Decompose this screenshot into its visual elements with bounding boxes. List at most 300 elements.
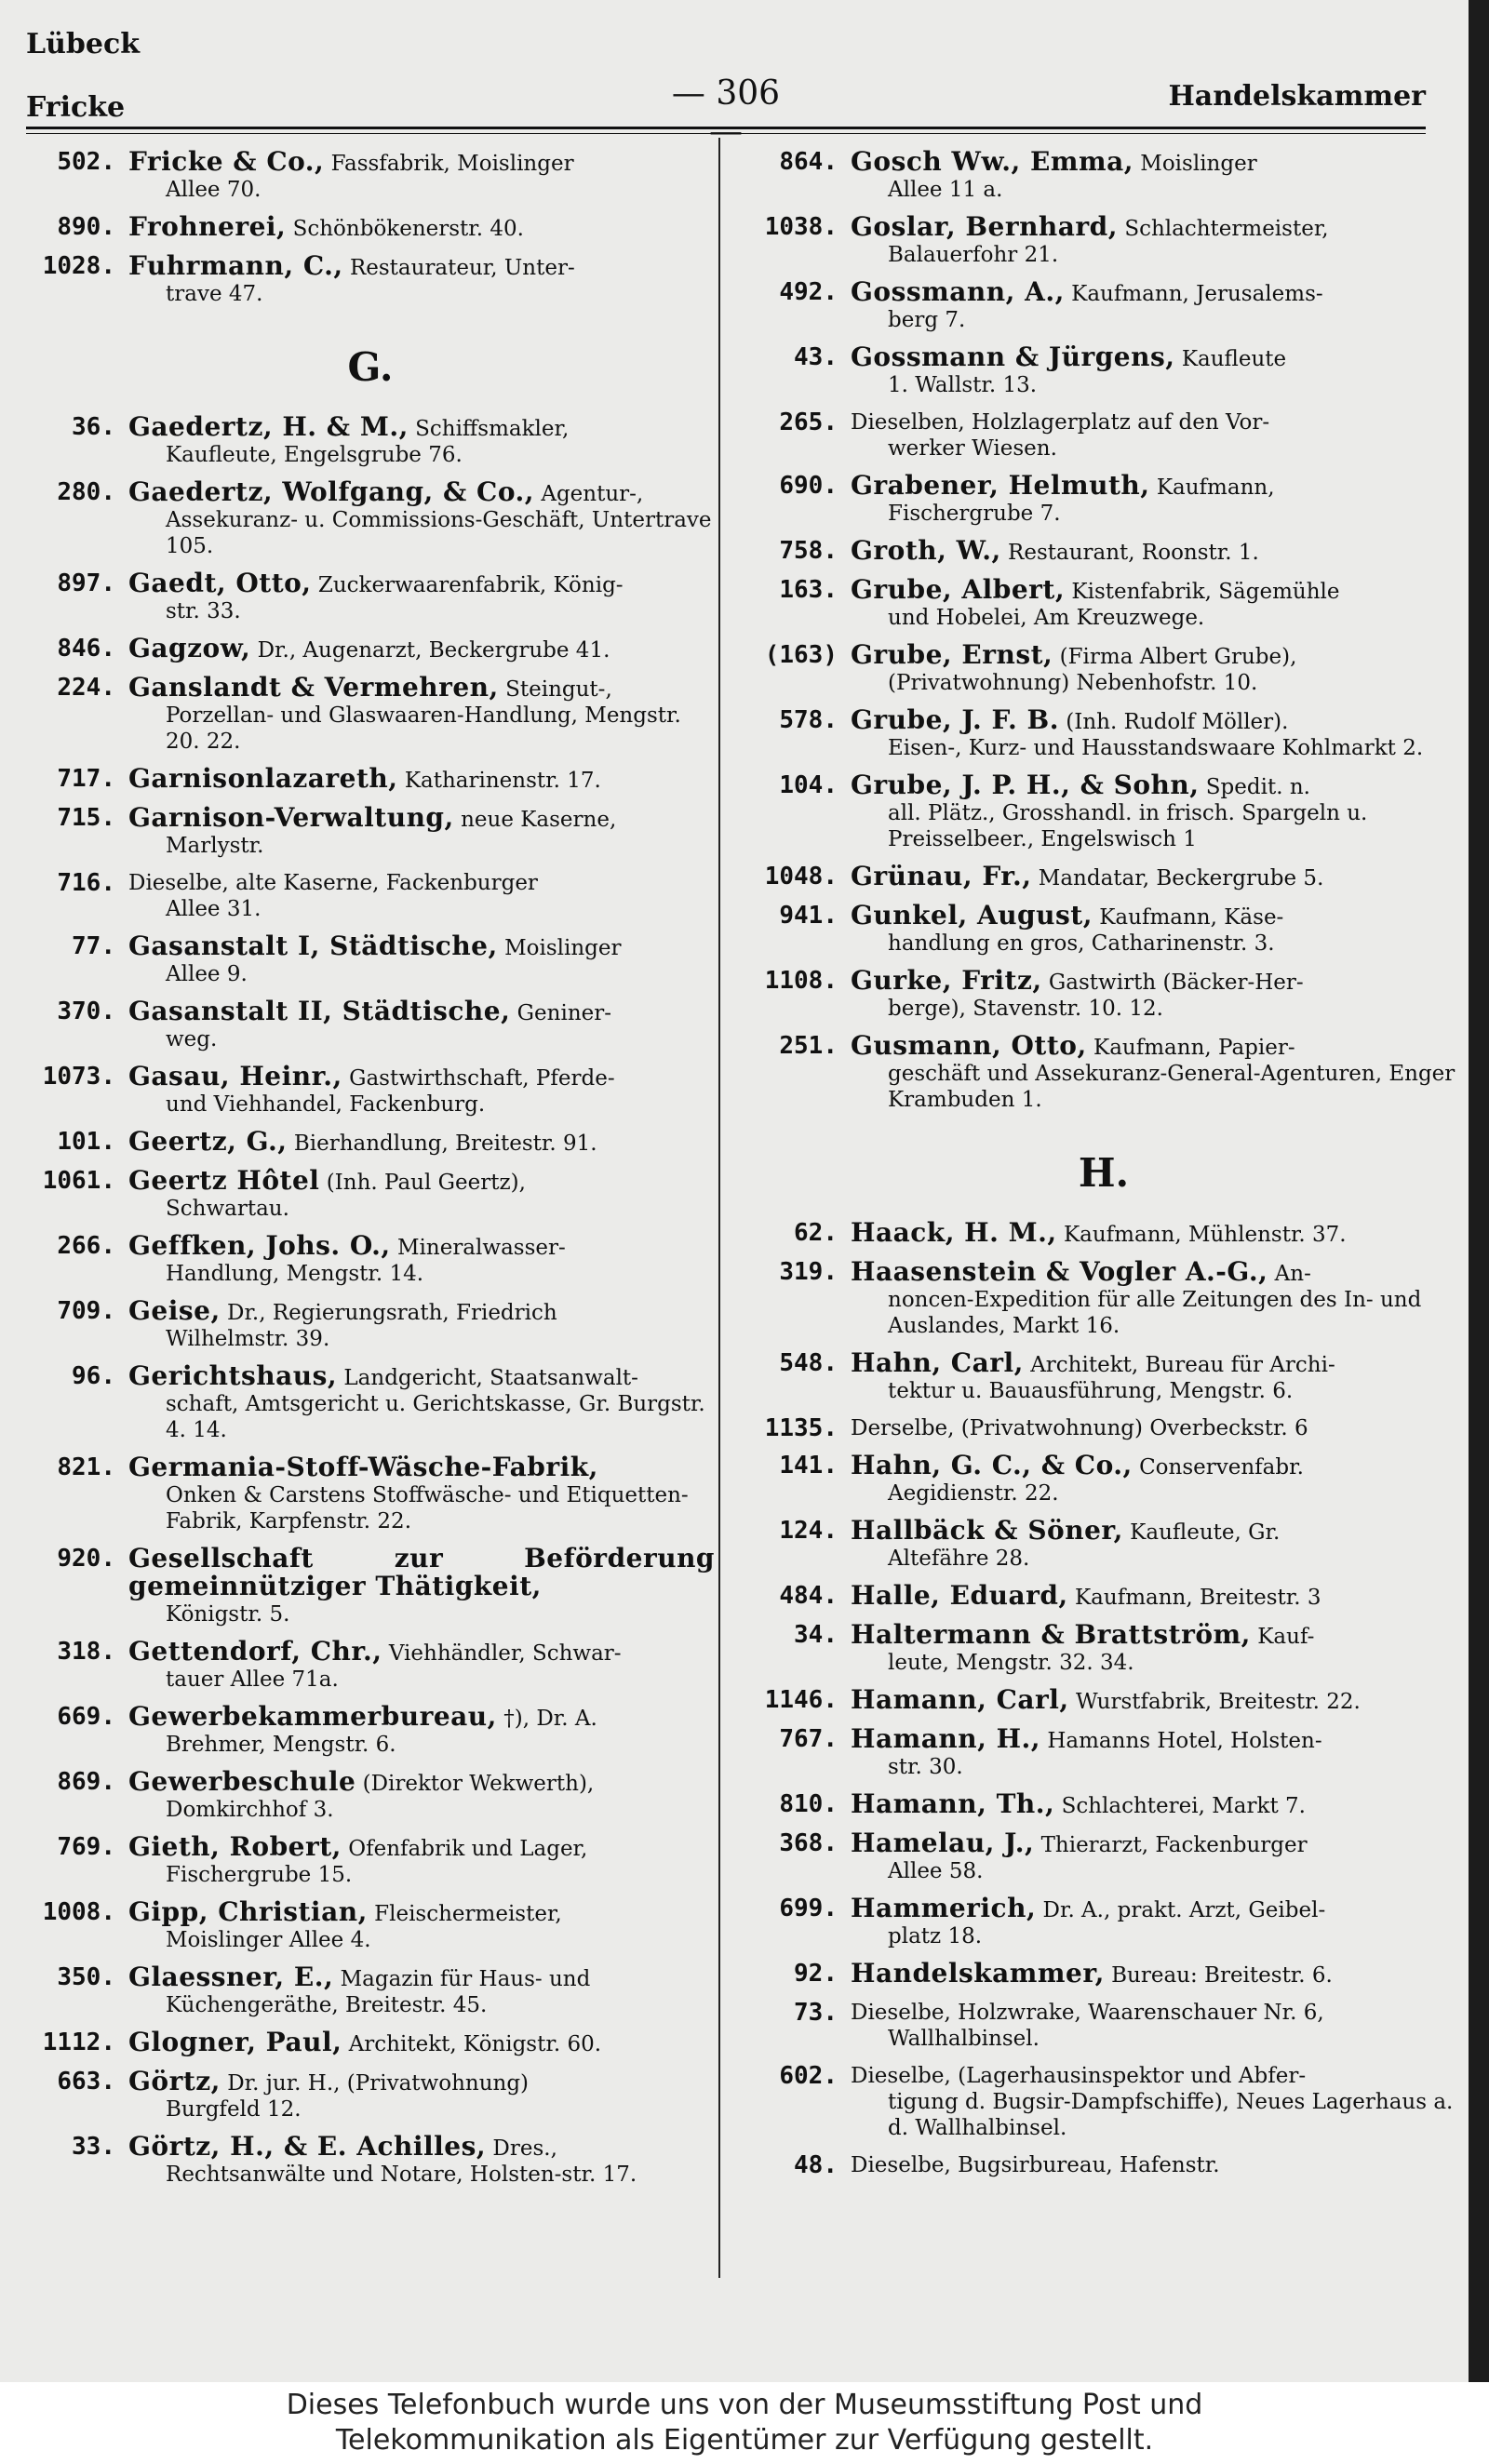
entry-continuation: Domkirchhof 3. <box>166 1798 334 1822</box>
directory-entry <box>744 409 1463 462</box>
directory-entry <box>744 1684 1463 1715</box>
phone-number: 34. <box>794 1621 838 1649</box>
entry-name: Hahn, G. C., & Co., <box>851 1450 1133 1480</box>
phone-number: 709. <box>57 1297 115 1325</box>
phone-number: 96. <box>72 1362 115 1390</box>
entry-detail: Agentur-, <box>541 482 644 506</box>
header-first-entry: Fricke <box>26 91 126 124</box>
entry-continuation: tigung d. Bugsir-Dampfschiffe), Neues Lagerhaus a. d. Wallhalbinsel. <box>888 2090 1454 2140</box>
entry-continuation: Allee 11 a. <box>888 178 1003 202</box>
entry-continuation: Allee 58. <box>888 1859 984 1883</box>
entry-detail: Gastwirth (Bäcker-Her- <box>1048 971 1304 995</box>
directory-entry <box>26 1766 715 1823</box>
phone-number: 484. <box>779 1582 838 1610</box>
entry-text <box>128 1126 715 1157</box>
entry-continuation: platz 18. <box>888 1924 983 1948</box>
phone-number: 101. <box>57 1128 115 1156</box>
entry-name: Gewerbekammerbureau, <box>128 1701 497 1732</box>
entry-text <box>851 861 1463 891</box>
entry-continuation: und Hobelei, Am Kreuzwege. <box>888 606 1205 630</box>
entry-name: Frohnerei, <box>128 211 287 242</box>
phone-number: 36. <box>72 413 115 441</box>
entry-continuation: 1. Wallstr. 13. <box>888 373 1038 397</box>
entry-detail: Bureau: Breitestr. 6. <box>1111 1963 1333 1988</box>
entry-continuation: Wallhalbinsel. <box>888 2027 1040 2051</box>
entry-continuation: str. 33. <box>166 599 241 623</box>
header-rule-thin <box>26 133 1426 134</box>
entry-detail: Dr. jur. H., (Privatwohnung) <box>227 2071 530 2096</box>
entry-continuation: und Viehhandel, Fackenburg. <box>166 1092 486 1117</box>
entry-text <box>851 2000 1463 2052</box>
entry-text <box>851 1415 1463 1441</box>
directory-entry <box>26 1454 715 1534</box>
directory-entry <box>744 1256 1463 1339</box>
entry-detail: Kaufmann, <box>1156 475 1275 500</box>
entry-name: Gieth, Robert, <box>128 1831 342 1862</box>
entry-text <box>128 411 715 468</box>
phone-number: (163) <box>764 641 838 669</box>
entry-detail: Restaurant, Roonstr. 1. <box>1008 541 1259 565</box>
entry-text <box>851 965 1463 1022</box>
phone-number: 663. <box>57 2068 115 2096</box>
phone-number: 1112. <box>42 2029 115 2056</box>
phone-number: 368. <box>779 1829 838 1857</box>
entry-text <box>851 470 1463 527</box>
page-edge-shadow <box>1469 0 1489 2382</box>
entry-text <box>851 341 1463 398</box>
entry-text <box>128 933 715 987</box>
phone-number: 669. <box>57 1703 115 1731</box>
entry-detail: Dieselbe, Holzwrake, Waarenschauer Nr. 6, <box>851 2001 1324 2025</box>
entry-text <box>851 409 1463 462</box>
entry-detail: Mineralwasser- <box>396 1236 566 1260</box>
entry-continuation: werker Wiesen. <box>888 436 1057 461</box>
directory-entry <box>26 1831 715 1888</box>
phone-number: 821. <box>57 1453 115 1481</box>
directory-entry <box>26 1360 715 1443</box>
entry-text <box>128 1701 715 1758</box>
phone-number: 1108. <box>764 967 838 995</box>
directory-entry <box>744 211 1463 268</box>
directory-entry <box>26 802 715 859</box>
entry-text <box>128 1964 715 2018</box>
entry-detail: Restaurateur, Unter- <box>349 256 575 280</box>
phone-number: 62. <box>794 1219 838 1247</box>
phone-number: 864. <box>779 148 838 176</box>
entry-name: Glaessner, E., <box>128 1962 334 1992</box>
entry-detail: Mandatar, Beckergrube 5. <box>1038 866 1324 891</box>
directory-entry <box>744 2000 1463 2052</box>
entry-continuation: Kaufleute, Engelsgrube 76. <box>166 443 463 467</box>
directory-entry <box>26 763 715 794</box>
phone-number: 318. <box>57 1638 115 1666</box>
entry-name: Germania-Stoff-Wäsche-Fabrik, <box>128 1452 598 1482</box>
entry-name: Grube, Ernst, <box>851 639 1053 670</box>
entry-continuation: Schwartau. <box>166 1197 289 1221</box>
entry-name: Gunkel, August, <box>851 900 1093 931</box>
entry-text <box>851 772 1463 852</box>
directory-entry <box>26 570 715 624</box>
entry-text <box>128 633 715 663</box>
entry-continuation: Handlung, Mengstr. 14. <box>166 1262 424 1286</box>
phone-number: 602. <box>779 2062 838 2090</box>
phone-number: 1073. <box>42 1063 115 1091</box>
entry-text <box>128 1360 715 1443</box>
directory-entry <box>26 870 715 922</box>
entry-text <box>851 900 1463 957</box>
entry-detail: Dieselbe, Bugsirbureau, Hafenstr. <box>851 2153 1220 2177</box>
entry-continuation: Fischergrube 15. <box>166 1863 353 1887</box>
entry-name: Gipp, Christian, <box>128 1896 368 1927</box>
entry-detail: Wurstfabrik, Breitestr. 22. <box>1075 1690 1361 1714</box>
entry-text <box>851 1450 1463 1507</box>
entry-detail: Hamanns Hotel, Holsten- <box>1047 1729 1322 1753</box>
phone-number: 92. <box>794 1960 838 1988</box>
phone-number: 265. <box>779 408 838 436</box>
entry-name: Geertz Hôtel <box>128 1165 320 1196</box>
entry-detail: Kaufmann, Jerusalems- <box>1071 282 1323 306</box>
directory-entry <box>744 276 1463 333</box>
phone-number: 717. <box>57 765 115 793</box>
directory-entry <box>26 1061 715 1118</box>
entry-continuation: berg 7. <box>888 308 966 332</box>
phone-number: 370. <box>57 998 115 1025</box>
phone-number: 869. <box>57 1768 115 1796</box>
entry-detail: Fleischermeister, <box>374 1902 562 1926</box>
entry-text <box>128 1896 715 1953</box>
entry-detail: Kaufmann, Breitestr. 3 <box>1075 1586 1321 1610</box>
entry-detail: Schlachtermeister, <box>1124 217 1329 241</box>
directory-entry <box>744 2063 1463 2141</box>
entry-text <box>128 476 715 559</box>
entry-continuation: tauer Allee 71a. <box>166 1667 339 1692</box>
entry-text <box>851 146 1463 203</box>
entry-detail: (Inh. Paul Geertz), <box>326 1171 526 1195</box>
entry-continuation: Marlystr. <box>166 834 264 858</box>
entry-detail: †), Dr. A. <box>503 1707 597 1731</box>
entry-text <box>851 1256 1463 1339</box>
phone-number: 1008. <box>42 1898 115 1926</box>
entry-text <box>851 1830 1463 1884</box>
entry-continuation: Wilhelmstr. 39. <box>166 1327 330 1351</box>
entry-name: Grube, J. F. B. <box>851 704 1059 735</box>
phone-number: 266. <box>57 1232 115 1260</box>
entry-detail: Spedit. n. <box>1205 775 1310 799</box>
entry-name: Grünau, Fr., <box>851 861 1032 891</box>
section-letter: H. <box>1078 1150 1130 1196</box>
entry-text <box>128 570 715 624</box>
entry-continuation: berge), Stavenstr. 10. 12. <box>888 997 1163 1021</box>
entry-continuation: Brehmer, Mengstr. 6. <box>166 1733 396 1757</box>
directory-entry <box>26 1126 715 1157</box>
directory-entry <box>744 574 1463 631</box>
entry-continuation: schaft, Amtsgericht u. Gerichtskasse, Gr. Burgstr. 4. 14. <box>166 1392 705 1442</box>
entry-name: Fricke & Co., <box>128 146 325 177</box>
header-rule-thick <box>26 127 1426 129</box>
entry-continuation: Küchengeräthe, Breitestr. 45. <box>166 1993 488 2017</box>
directory-entry <box>744 146 1463 203</box>
entry-text <box>128 1636 715 1693</box>
phone-number: 319. <box>779 1258 838 1286</box>
entry-detail: Moislinger <box>1140 152 1257 176</box>
entry-text <box>851 2063 1463 2141</box>
entry-text <box>851 535 1463 566</box>
entry-detail: Kaufleute <box>1181 347 1287 371</box>
phone-number: 33. <box>72 2133 115 2161</box>
entry-detail: (Firma Albert Grube), <box>1059 645 1297 669</box>
entry-text <box>851 1030 1463 1113</box>
entry-name: Garnisonlazareth, <box>128 763 398 794</box>
phone-number: 224. <box>57 674 115 702</box>
entry-name: Glogner, Paul, <box>128 2027 342 2057</box>
entry-text <box>128 1454 715 1534</box>
entry-text <box>128 1543 715 1627</box>
phone-number: 1038. <box>764 213 838 241</box>
directory-entry <box>26 476 715 559</box>
phone-number: 492. <box>779 278 838 306</box>
entry-name: Hamelau, J., <box>851 1828 1035 1858</box>
entry-name: Gewerbeschule <box>128 1766 356 1797</box>
phone-number: 350. <box>57 1963 115 1991</box>
entry-name: Gossmann & Jürgens, <box>851 341 1175 372</box>
directory-entry <box>744 1619 1463 1676</box>
entry-continuation: Allee 9. <box>166 962 248 986</box>
entry-text <box>128 146 715 203</box>
phone-number: 251. <box>779 1032 838 1060</box>
entry-name: Gaedertz, H. & M., <box>128 411 409 442</box>
entry-name: Gaedertz, Wolfgang, & Co., <box>128 476 535 507</box>
entry-continuation: Allee 31. <box>166 897 262 921</box>
directory-entry <box>744 1830 1463 1884</box>
entry-name: Haack, H. M., <box>851 1217 1057 1248</box>
phone-number: 502. <box>57 148 115 176</box>
entry-detail: Dr., Regierungsrath, Friedrich <box>227 1301 557 1325</box>
directory-entry <box>26 250 715 307</box>
entry-detail: Kaufleute, Gr. <box>1130 1520 1281 1545</box>
directory-entry <box>26 633 715 663</box>
phone-number: 141. <box>779 1452 838 1480</box>
entry-text <box>128 802 715 859</box>
directory-entry <box>744 1347 1463 1404</box>
entry-text <box>128 250 715 307</box>
entry-detail: Architekt, Bureau für Archi- <box>1030 1353 1335 1377</box>
entry-detail: Viehhändler, Schwar- <box>388 1641 622 1666</box>
phone-number: 810. <box>779 1790 838 1818</box>
entry-text <box>851 574 1463 631</box>
entry-detail: Zuckerwaarenfabrik, König- <box>317 573 624 597</box>
phone-number: 1028. <box>42 252 115 280</box>
entry-continuation: (Privatwohnung) Nebenhofstr. 10. <box>888 671 1258 695</box>
entry-detail: Kaufmann, Käse- <box>1099 905 1284 930</box>
entry-text <box>128 1230 715 1287</box>
entry-text <box>851 1895 1463 1949</box>
entry-text <box>128 2131 715 2188</box>
right-column <box>744 146 1463 2189</box>
directory-entry <box>26 1896 715 1953</box>
entry-detail: Schlachterei, Markt 7. <box>1061 1794 1306 1818</box>
entry-name: Gossmann, A., <box>851 276 1065 307</box>
entry-name: Hahn, Carl, <box>851 1347 1024 1378</box>
entry-detail: Steingut-, <box>505 677 612 702</box>
entry-name: Ganslandt & Vermehren, <box>128 672 499 703</box>
entry-detail: Bierhandlung, Breitestr. 91. <box>293 1132 597 1156</box>
entry-text <box>851 1580 1463 1611</box>
phone-number: 941. <box>779 902 838 930</box>
entry-name: Gesellschaft zur Beförderung gemeinnütziger Thätigkeit, <box>128 1543 715 1601</box>
entry-name: Groth, W., <box>851 535 1001 566</box>
directory-entry <box>744 1958 1463 1989</box>
directory-entry <box>26 933 715 987</box>
entry-name: Gasanstalt I, Städtische, <box>128 931 498 961</box>
footer-notice <box>0 2382 1489 2464</box>
entry-text <box>851 1788 1463 1819</box>
entry-detail: An- <box>1274 1262 1311 1286</box>
entry-text <box>851 211 1463 268</box>
directory-entry <box>26 411 715 468</box>
phone-number: 920. <box>57 1545 115 1573</box>
phone-number: 548. <box>779 1349 838 1377</box>
directory-entry <box>744 1723 1463 1780</box>
directory-entry <box>26 998 715 1052</box>
directory-entry <box>744 900 1463 957</box>
entry-continuation: Altefähre 28. <box>888 1547 1030 1571</box>
entry-text <box>128 763 715 794</box>
entry-text <box>851 2152 1463 2178</box>
entry-text <box>851 704 1463 761</box>
entry-name: Halle, Eduard, <box>851 1580 1068 1611</box>
entry-detail: Kauf- <box>1257 1625 1315 1649</box>
entry-detail: Moislinger <box>504 936 622 960</box>
entry-text <box>851 276 1463 333</box>
entry-name: Grube, Albert, <box>851 574 1066 605</box>
phone-number: 578. <box>779 706 838 734</box>
entry-continuation: handlung en gros, Catharinenstr. 3. <box>888 931 1275 956</box>
entry-detail: Thierarzt, Fackenburger <box>1040 1833 1308 1857</box>
entry-name: Gaedt, Otto, <box>128 568 312 598</box>
entry-text <box>851 1619 1463 1676</box>
entry-name: Haasenstein & Vogler A.-G., <box>851 1256 1268 1287</box>
entry-detail: Kistenfabrik, Sägemühle <box>1071 580 1340 604</box>
directory-entry <box>744 772 1463 852</box>
header-city: Lübeck <box>26 28 141 60</box>
entry-text <box>128 1295 715 1352</box>
entry-name: Geertz, G., <box>128 1126 288 1157</box>
entry-text <box>851 1347 1463 1404</box>
entry-detail: Dieselbe, (Lagerhausinspektor und Abfer- <box>851 2064 1307 2088</box>
entry-continuation: noncen-Expedition für alle Zeitungen des In- und Auslandes, Markt 16. <box>888 1288 1422 1338</box>
directory-entry <box>744 2152 1463 2178</box>
entry-continuation: tektur u. Bauausführung, Mengstr. 6. <box>888 1379 1294 1403</box>
footer-line-2: Telekommunikation als Eigentümer zur Verfügung gestellt. <box>335 2424 1154 2457</box>
directory-entry <box>744 1217 1463 1248</box>
entry-continuation: weg. <box>166 1027 218 1051</box>
phone-number: 715. <box>57 804 115 832</box>
entry-name: Gettendorf, Chr., <box>128 1636 382 1667</box>
phone-number: 1061. <box>42 1167 115 1195</box>
entry-detail: Schönbökenerstr. 40. <box>292 217 524 241</box>
entry-detail: Kaufmann, Mühlenstr. 37. <box>1063 1223 1347 1247</box>
directory-entry <box>744 1450 1463 1507</box>
directory-entry <box>744 1580 1463 1611</box>
directory-entry <box>26 146 715 203</box>
phone-number: 690. <box>779 472 838 500</box>
entry-detail: Dieselbe, alte Kaserne, Fackenburger <box>128 871 538 895</box>
directory-entry <box>26 1543 715 1627</box>
entry-name: Görtz, H., & E. Achilles, <box>128 2131 487 2162</box>
entry-name: Gusmann, Otto, <box>851 1030 1087 1061</box>
entry-name: Hamann, Carl, <box>851 1684 1069 1715</box>
entry-name: Grabener, Helmuth, <box>851 470 1150 501</box>
phone-number: 163. <box>779 576 838 604</box>
directory-entry <box>744 470 1463 527</box>
entry-detail: Katharinenstr. 17. <box>404 769 601 793</box>
entry-name: Gagzow, <box>128 633 251 663</box>
entry-name: Gurke, Fritz, <box>851 965 1042 996</box>
directory-entry <box>744 1895 1463 1949</box>
directory-entry <box>744 1515 1463 1572</box>
entry-text <box>851 1684 1463 1715</box>
entry-text <box>851 1515 1463 1572</box>
directory-entry <box>744 1415 1463 1441</box>
entry-detail: Architekt, Königstr. 60. <box>348 2032 602 2056</box>
entry-detail: (Inh. Rudolf Möller). <box>1066 710 1289 734</box>
directory-entry <box>744 861 1463 891</box>
phone-number: 124. <box>779 1517 838 1545</box>
entry-detail: Dr., Augenarzt, Beckergrube 41. <box>257 638 610 663</box>
phone-number: 716. <box>57 869 115 897</box>
directory-entry <box>26 1165 715 1222</box>
entry-detail: Magazin für Haus- und <box>340 1967 591 1991</box>
phone-number: 846. <box>57 635 115 663</box>
entry-name: Fuhrmann, C., <box>128 250 343 281</box>
entry-continuation: str. 30. <box>888 1755 963 1779</box>
phone-number: 1048. <box>764 863 838 891</box>
directory-entry <box>26 1701 715 1758</box>
entry-detail: Dres., <box>492 2136 557 2161</box>
entry-text <box>851 639 1463 696</box>
entry-name: Haltermann & Brattström, <box>851 1619 1251 1650</box>
entry-text <box>128 672 715 755</box>
entry-detail: Fassfabrik, Moislinger <box>330 152 574 176</box>
directory-entry <box>744 1788 1463 1819</box>
entry-detail: Conservenfabr. <box>1139 1455 1304 1480</box>
entry-name: Gerichtshaus, <box>128 1360 338 1391</box>
phone-number: 699. <box>779 1895 838 1922</box>
entry-text <box>128 2029 715 2057</box>
phone-number: 1135. <box>764 1414 838 1442</box>
entry-text <box>128 1766 715 1823</box>
entry-continuation: Eisen-, Kurz- und Hausstandswaare Kohlmarkt 2. <box>888 736 1424 760</box>
directory-entry <box>744 704 1463 761</box>
entry-text <box>851 1217 1463 1248</box>
directory-entry <box>26 1636 715 1693</box>
entry-continuation: Moislinger Allee 4. <box>166 1928 371 1952</box>
entry-continuation: Königstr. 5. <box>166 1602 290 1627</box>
entry-name: Hamann, H., <box>851 1723 1041 1754</box>
directory-entry <box>26 211 715 242</box>
entry-detail: (Direktor Wekwerth), <box>362 1772 595 1796</box>
phone-number: 48. <box>794 2151 838 2179</box>
directory-entry <box>26 672 715 755</box>
entry-name: Handelskammer, <box>851 1958 1105 1989</box>
phone-number: 1146. <box>764 1686 838 1714</box>
page-number: — 306 — <box>671 74 781 151</box>
header-last-entry: Handelskammer <box>1168 80 1426 113</box>
entry-continuation: Fischergrube 7. <box>888 502 1061 526</box>
phone-number: 73. <box>794 1999 838 2027</box>
entry-name: Grube, J. P. H., & Sohn, <box>851 770 1200 800</box>
entry-detail: Dieselben, Holzlagerplatz auf den Vor- <box>851 410 1270 435</box>
